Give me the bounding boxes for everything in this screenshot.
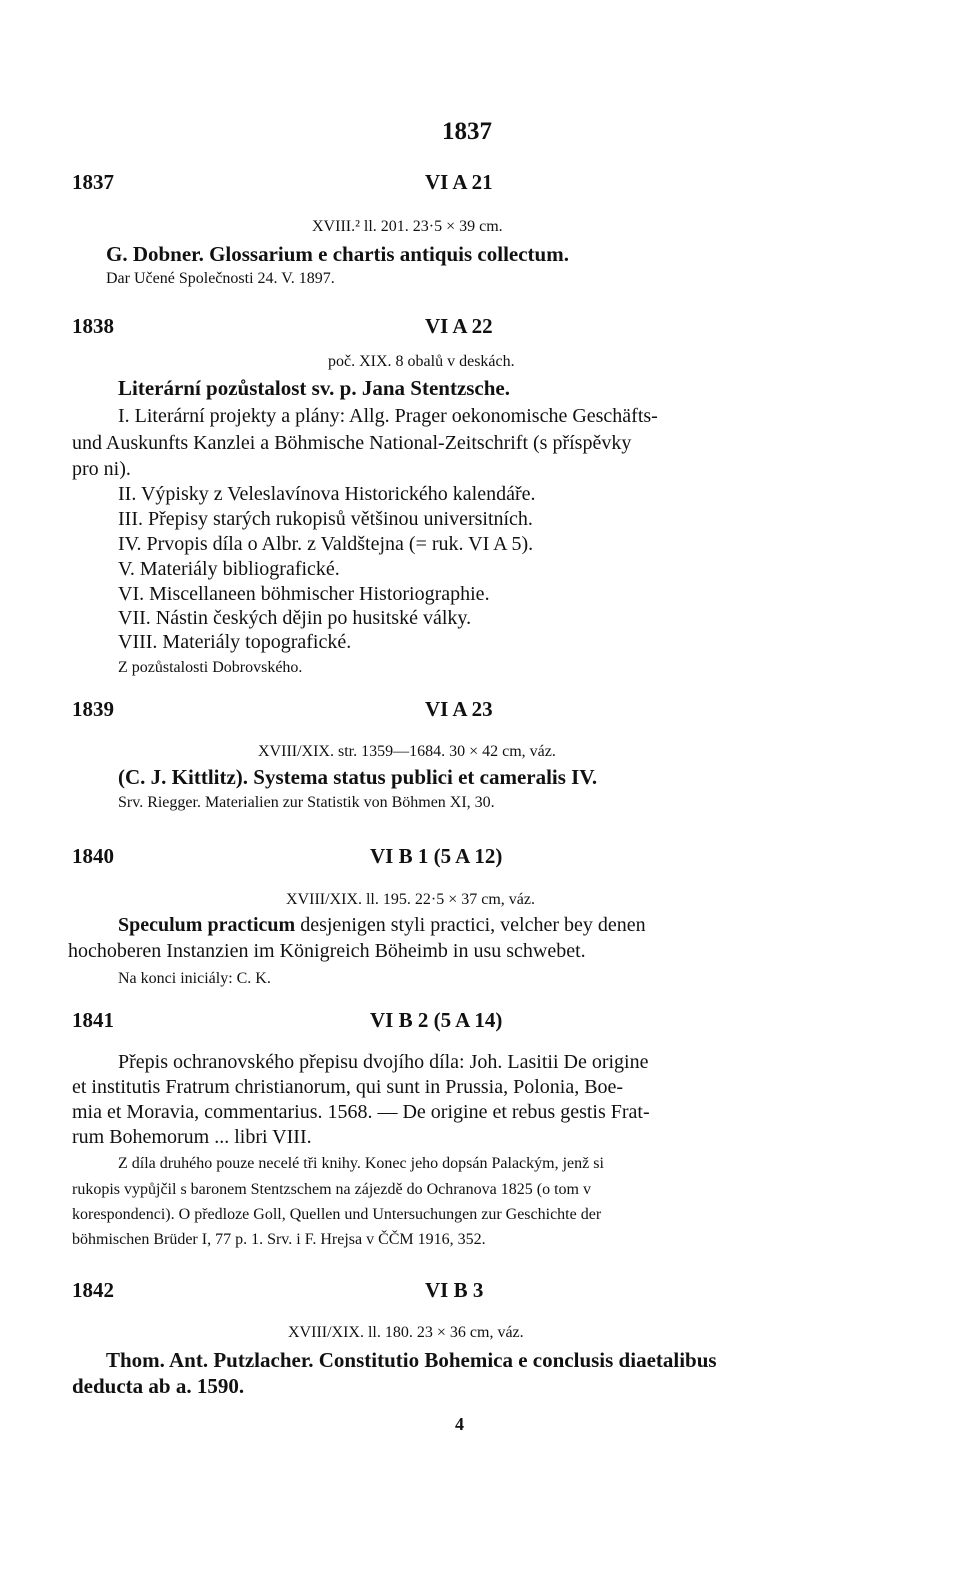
entry-title-rest: desjenigen styli practici, velcher bey denen [300, 914, 646, 936]
note-line-2: rukopis vypůjčil s baronem Stentzschem na zájezdě do Ochranova 1825 (o tom v [72, 1181, 591, 1198]
content-item-8: VIII. Materiály topografické. [118, 631, 352, 653]
note-line-1: Z díla druhého pouze necelé tři knihy. Konec jeho dopsán Palackým, jenž si [118, 1155, 604, 1172]
note-line-4: böhmischen Brüder I, 77 p. 1. Srv. i F. Hrejsa v ČČM 1916, 352. [72, 1231, 486, 1248]
entry-title: Literární pozůstalost sv. p. Jana Stentzsche. [118, 376, 511, 400]
physical-description: XVIII/XIX. ll. 195. 22·5 × 37 cm, váz. [286, 891, 535, 908]
entry-title: G. Dobner. Glossarium e chartis antiquis collectum. [106, 242, 569, 266]
entry-title: (C. J. Kittlitz). Systema status publici et cameralis IV. [118, 765, 598, 789]
shelf-signature: VI A 23 [425, 697, 493, 721]
content-item-2: II. Výpisky z Veleslavínova Historického kalendáře. [118, 483, 536, 505]
physical-description: poč. XIX. 8 obalů v deskách. [328, 353, 515, 370]
content-item-5: V. Materiály bibliografické. [118, 558, 340, 580]
content-item-7: VII. Nástin českých dějin po husitské války. [118, 607, 472, 629]
page-header: 1837 [442, 118, 492, 145]
shelf-signature: VI B 1 (5 A 12) [370, 844, 503, 868]
shelf-signature: VI B 3 [425, 1278, 484, 1302]
entry-title-line-2: hochoberen Instanzien im Königreich Böheimb in usu schwebet. [68, 940, 586, 962]
body-line-3: mia et Moravia, commentarius. 1568. — De origine et rebus gestis Frat- [72, 1101, 650, 1123]
shelf-signature: VI B 2 (5 A 14) [370, 1008, 503, 1032]
content-item-1-line-3: pro ni). [72, 458, 131, 480]
entry-title-bold: Speculum practicum [118, 914, 296, 936]
note-line-3: korespondenci). O předloze Goll, Quellen und Untersuchungen zur Geschichte der [72, 1206, 602, 1223]
entry-number: 1840 [72, 844, 114, 868]
provenance-note: Z pozůstalosti Dobrovského. [118, 659, 303, 676]
entry-number: 1839 [72, 697, 114, 721]
entry-title-line-2: deducta ab a. 1590. [72, 1374, 245, 1398]
provenance-note: Dar Učené Společnosti 24. V. 1897. [106, 270, 335, 287]
entry-title-line-1 [118, 914, 646, 937]
reference-note: Srv. Riegger. Materialien zur Statistik von Böhmen XI, 30. [118, 794, 495, 811]
entry-title-line-1: Thom. Ant. Putzlacher. Constitutio Bohemica e conclusis diaetalibus [106, 1348, 717, 1372]
entry-number: 1837 [72, 170, 114, 194]
shelf-signature: VI A 21 [425, 170, 493, 194]
body-line-4: rum Bohemorum ... libri VIII. [72, 1126, 312, 1148]
shelf-signature: VI A 22 [425, 314, 493, 338]
body-line-1: Přepis ochranovského přepisu dvojího díla: Joh. Lasitii De origine [118, 1051, 649, 1073]
content-item-1-line-1: I. Literární projekty a plány: Allg. Prager oekonomische Geschäfts- [118, 405, 658, 427]
content-item-3: III. Přepisy starých rukopisů většinou universitních. [118, 508, 533, 530]
physical-description: XVIII/XIX. ll. 180. 23 × 36 cm, váz. [288, 1324, 524, 1341]
entry-number: 1841 [72, 1008, 114, 1032]
content-note: Na konci iniciály: C. K. [118, 970, 271, 987]
content-item-6: VI. Miscellaneen böhmischer Historiographie. [118, 583, 490, 605]
entry-number: 1838 [72, 314, 114, 338]
physical-description: XVIII/XIX. str. 1359—1684. 30 × 42 cm, váz. [258, 743, 556, 760]
entry-number: 1842 [72, 1278, 114, 1302]
body-line-2: et institutis Fratrum christianorum, qui sunt in Prussia, Polonia, Boe- [72, 1076, 624, 1098]
content-item-1-line-2: und Auskunfts Kanzlei a Böhmische National-Zeitschrift (s příspěvky [72, 432, 632, 454]
page-number: 4 [455, 1414, 464, 1434]
content-item-4: IV. Prvopis díla o Albr. z Valdštejna (= ruk. VI A 5). [118, 533, 534, 555]
physical-description: XVIII.² ll. 201. 23·5 × 39 cm. [312, 218, 503, 235]
